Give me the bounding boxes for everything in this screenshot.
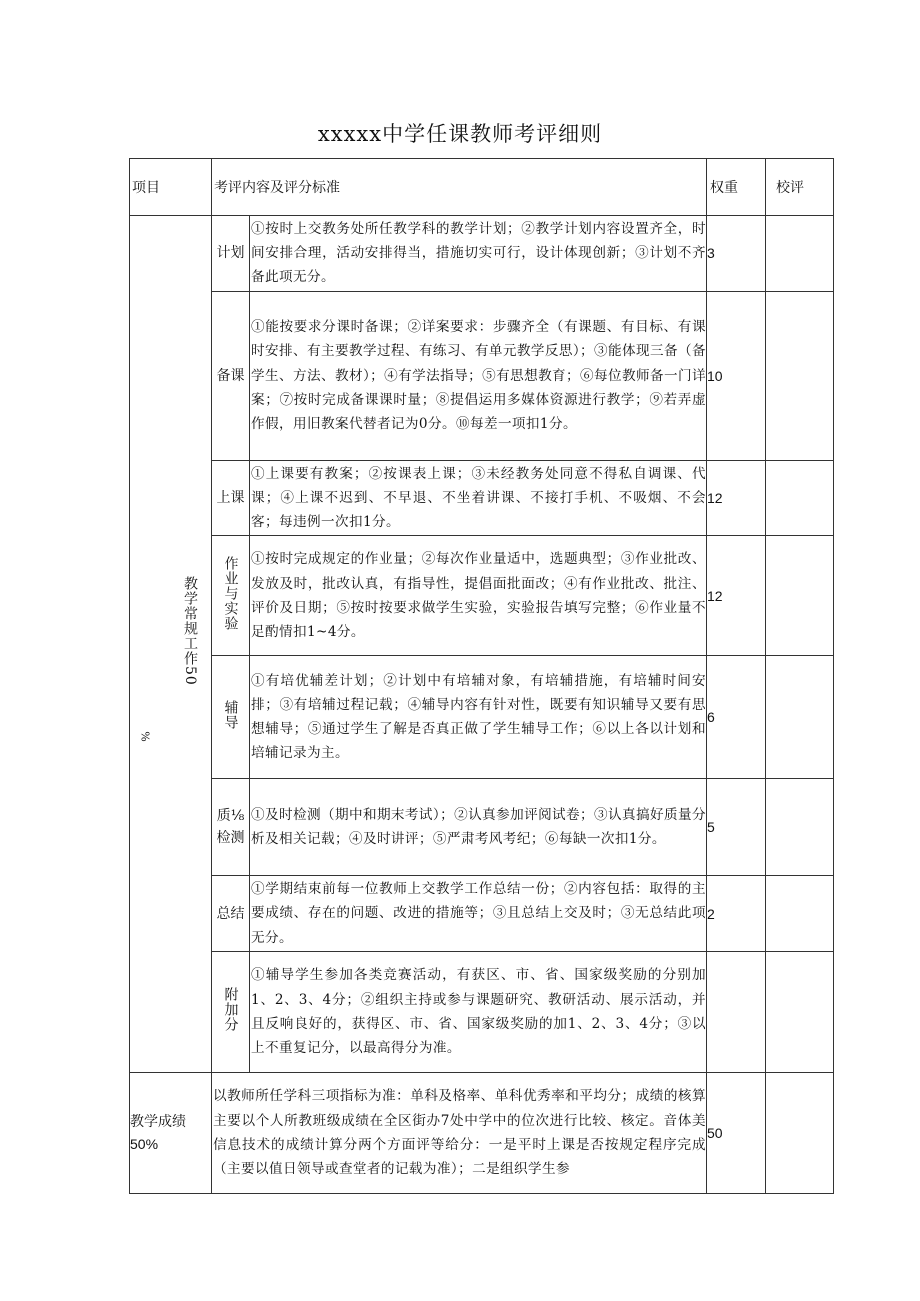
header-weight: 权重 [707,159,766,216]
performance-percent: 50% [130,1135,159,1152]
table-row [130,779,834,876]
performance-criteria-text: 以教师所任学科三项指标为准：单科及格率、单科优秀率和平均分；成绩的核算主要以个人所教班级成绩在全区街办7处中学中的位次进行比较、核定。音体美信息技术的成绩计算分两个方面评等给分：一是平时上课是否按规定程序完成（主要以值日领导或查堂者的记载为准）；二是组织学生参 [213,1088,706,1178]
criteria-text: ①能按要求分课时备课；②详案要求：步骤齐全（有课题、有目标、有课时安排、有主要教学过程、有练习、有单元教学反思）；③能体现三备（备学生、方法、教材）；④有学法指导；⑤有思想教育；⑥每位教师备一门详案；⑦按时完成备课课时量；⑧提倡运用多媒体资源进行教学；⑨若弄虚作假，用旧教案代替者记为0分。⑩每差一项扣1分。 [251,319,706,432]
sub-item-homework-lab: 作业与实验 [212,536,250,656]
school-eval-cell[interactable] [766,216,834,292]
weight-value [707,951,766,1072]
page-title: xxxxx中学任课教师考评细则 [317,122,603,146]
school-eval-cell[interactable] [766,460,834,536]
criteria-text: ①及时检测（期中和期末考试）；②认真参加评阅试卷；③认真搞好质量分析及相关记载；④及时讲评；⑤严肃考风考纪；⑥每缺一次扣1分。 [251,807,706,848]
sub-item-plan: 计划 [212,216,250,292]
weight-value: 2 [707,876,766,952]
weight-value: 3 [707,216,766,292]
table-row [130,216,834,292]
weight-value: 5 [707,779,766,876]
criteria-text: ①学期结束前每一位教师上交教学工作总结一份；②内容包括：取得的主要成绩、存在的问题、改进的措施等；③且总结上交及时；③无总结此项无分。 [251,881,706,946]
performance-label: 教学成绩 [130,1113,186,1130]
school-eval-cell[interactable] [766,536,834,656]
performance-weight: 50 [707,1072,766,1193]
header-project: 项目 [130,159,212,216]
sub-item-class: 上课 [212,460,250,536]
table-row-performance [130,1072,834,1193]
school-eval-cell[interactable] [766,656,834,779]
sub-item-summary: 总结 [212,876,250,952]
sub-item-bonus: 附加分 [212,951,250,1072]
header-row [130,159,834,216]
weight-value: 6 [707,656,766,779]
school-eval-cell[interactable] [766,1072,834,1193]
school-eval-cell[interactable] [766,951,834,1072]
school-eval-cell[interactable] [766,291,834,460]
sub-item-quality-test: 质⅛检测 [212,779,250,876]
evaluation-table [129,158,834,1194]
table-row [130,951,834,1072]
table-row [130,876,834,952]
category-label: 教学常规工作50 [182,576,198,686]
category-cell [130,216,212,1073]
weight-value: 10 [707,291,766,460]
criteria-text: ①按时上交教务处所任教学科的教学计划；②教学计划内容设置齐全，时间安排合理，活动安排得当，措施切实可行，设计体现创新；③计划不齐备此项无分。 [251,221,706,286]
sub-item-lesson-prep: 备课 [212,291,250,460]
table-row [130,536,834,656]
table-row [130,460,834,536]
weight-value: 12 [707,536,766,656]
criteria-text: ①有培优辅差计划；②计划中有培辅对象，有培辅措施，有培辅时间安排；③有培辅过程记载；④辅导内容有针对性，既要有知识辅导又要有思想辅导；⑤通过学生了解是否真正做了学生辅导工作；⑥以上各以计划和培辅记录为主。 [251,672,706,762]
header-content: 考评内容及评分标准 [212,159,707,216]
table-row [130,291,834,460]
header-school-eval: 校评 [766,159,834,216]
weight-value: 12 [707,460,766,536]
criteria-text: ①按时完成规定的作业量；②每次作业量适中，选题典型；③作业批改、发放及时，批改认真，有指导性，提倡面批面改；④有作业批改、批注、评价及日期；⑤按时按要求做学生实验，实验报告填写完整；⑥作业量不足酌情扣1~4分。 [251,551,706,640]
criteria-text: ①上课要有教案；②按课表上课；③未经教务处同意不得私自调课、代课；④上课不迟到、不早退、不坐着讲课、不接打手机、不吸烟、不会客；每违例一次扣1分。 [251,465,706,531]
criteria-text: ①辅导学生参加各类竞赛活动，有获区、市、省、国家级奖励的分别加1、2、3、4分；②组织主持或参与课题研究、教研活动、展示活动，并且反响良好的，获得区、市、省、国家级奖励的加1、2、3、4分；③以上不重复记分，以最高得分为准。 [251,967,706,1057]
table-row [130,656,834,779]
category-percent: % [138,731,152,742]
school-eval-cell[interactable] [766,876,834,952]
sub-item-tutoring: 辅导 [212,656,250,779]
performance-label-cell [130,1072,212,1193]
school-eval-cell[interactable] [766,779,834,876]
